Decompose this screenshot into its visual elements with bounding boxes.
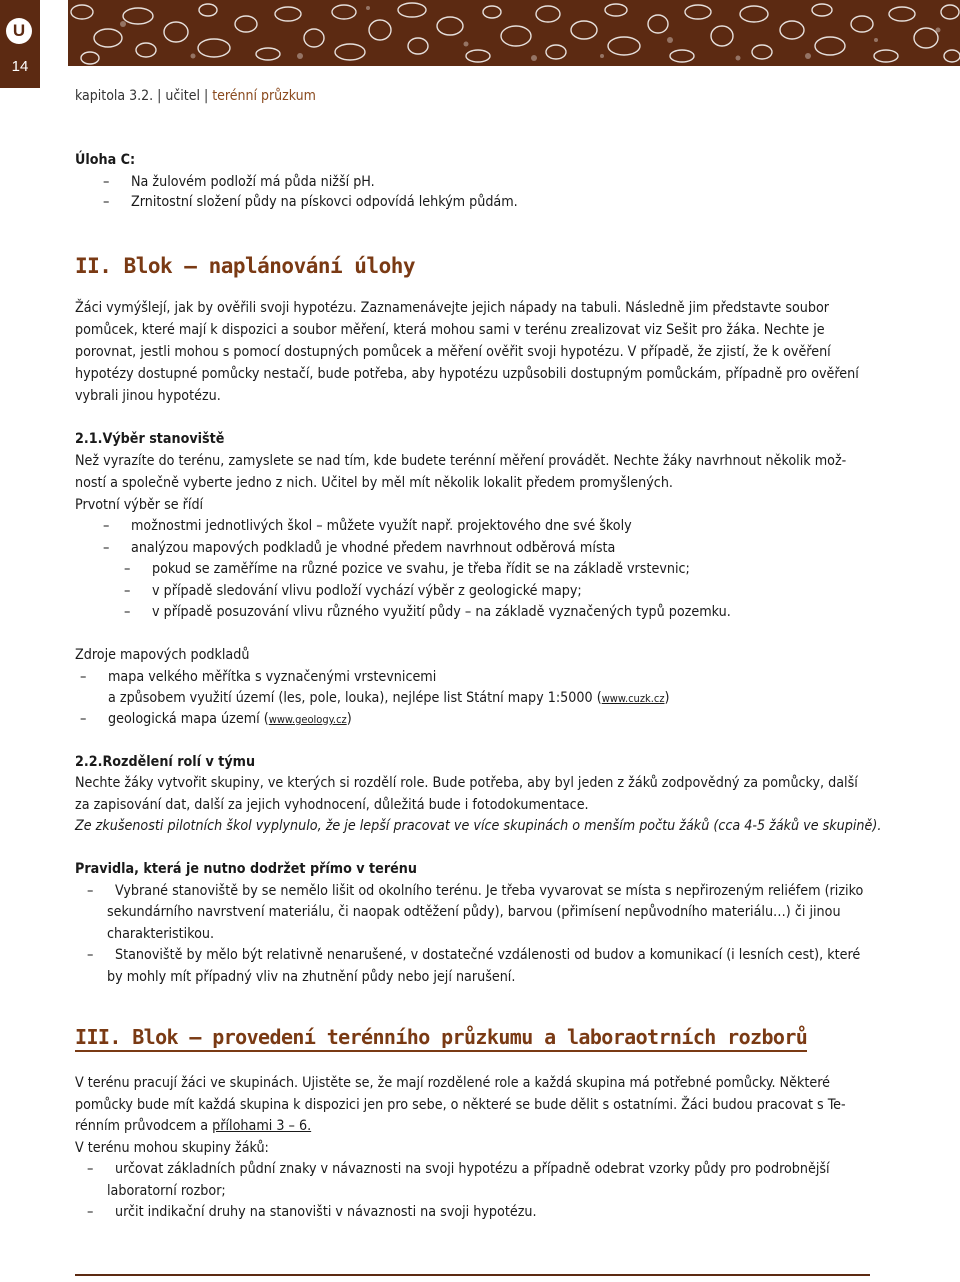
rule-item-cont: charakteristikou. [107,926,215,942]
section-2-1-heading: 2.1.Výběr stanoviště [75,431,225,447]
map-sources-title: Zdroje mapových podkladů [75,647,250,663]
sub-criteria-item: – v případě posuzování vlivu různého využití půdy – na základě vyznačených typů pozemku. [124,601,731,623]
block-2-intro-line: pomůcek, které mají k dispozici a soubor měření, která mohou sami v terénu zrealizovat viz Sešit pro žáka. Nechte je [75,322,825,338]
map-source-item: – mapa velkého měřítka s vyznačenými vrstevnicemi [80,666,436,688]
rules-heading: Pravidla, která je nutno dodržet přímo v terénu [75,861,417,877]
group-task-item-cont: laboratorní rozbor; [107,1183,226,1199]
page-number: 14 [11,58,29,75]
map-source-item-cont [108,687,670,710]
block-3-line: V terénu pracují žáci ve skupinách. Ujistěte se, že mají rozdělené role a každá skupina má potřebné pomůcky. Některé [75,1075,830,1091]
rule-item: – Stanoviště by mělo být relativně nenarušené, v dostatečné vzdálenosti od budov a komunikací (i lesních cest), které [87,944,860,966]
geology-link[interactable]: www.geology.cz [268,713,347,726]
section-2-2-line: Nechte žáky vytvořit skupiny, ve kterých si rozdělí role. Bude potřeba, aby byl jeden z žáků zodpovědný za pomůcky, další [75,775,858,791]
block-2-heading: II. Blok – naplánování úlohy [75,254,416,278]
block-3-heading: III. Blok – provedení terénního průzkumu a laboraotrních rozborů [75,1025,807,1052]
section-2-2-note: Ze zkušenosti pilotních škol vyplynulo, že je lepší pracovat ve více skupinách o menším počtu žáků (cca 4-5 žáků ve skupině). [75,818,882,834]
block-2-intro-line: vybrali jinou hypotézu. [75,388,221,404]
block-2-intro-line: Žáci vymýšlejí, jak by ověřili svoji hypotézu. Zaznamenávejte jejich nápady na tabuli. Následně jim představte soubor [75,300,830,316]
section-2-1-line: ností a společně vyberte jedno z nich. Učitel by měl mít několik lokalit předem promyšlených. [75,475,673,491]
breadcrumb-current: terénní průzkum [212,88,316,104]
header-pattern [68,0,960,66]
breadcrumb [75,88,316,104]
pebble-pattern-icon [68,0,960,66]
sub-criteria-item: – pokud se zaměříme na různé pozice ve svahu, je třeba řídit se na základě vrstevnic; [124,558,690,580]
criteria-item: – možnostmi jednotlivých škol – můžete využít např. projektového dne své školy [103,515,632,537]
map-source-item [80,708,352,731]
map-source-text: geologická mapa území ( [108,711,269,727]
criteria-item: – analýzou mapových podkladů je vhodné předem navrhnout odběrová místa [103,537,615,559]
task-c-title: Úloha C: [75,152,136,168]
chapter-letter: U [6,18,32,44]
rule-item-cont: sekundárního navrstvení materiálu, či naopak odtěžení půdy), barvou (přimísení nepůvodního materiálu…) či jinou [107,904,841,920]
cuzk-link[interactable]: www.cuzk.cz [601,692,665,705]
paren: ) [664,690,670,706]
block-3-text: rénním průvodcem a [75,1118,213,1134]
chapter-tab [0,0,40,88]
section-2-2-heading: 2.2.Rozdělení rolí v týmu [75,754,256,770]
block-3-line [75,1115,311,1137]
rule-item-cont: by mohly mít případný vliv na zhutnění půdy nebo její narušení. [107,969,516,985]
rule-item: – Vybrané stanoviště by se nemělo lišit od okolního terénu. Je třeba vyvarovat se místa s nepřirozeným reliéfem (riziko [87,880,863,902]
section-2-2-line: za zapisování dat, další za jejich vyhodnocení, důležitá bude i fotodokumentace. [75,797,589,813]
group-task-item: – určit indikační druhy na stanovišti v návaznosti na svoji hypotézu. [87,1201,537,1223]
paren: ) [346,711,352,727]
group-task-item: – určovat základních půdní znaky v návaznosti na svoji hypotézu a případně odebrat vzorky půdy pro podrobnější [87,1158,830,1180]
groups-title: V terénu mohou skupiny žáků: [75,1140,269,1156]
block-2-intro-line: hypotézy dostupné pomůcky nestačí, bude potřeba, aby hypotézu uzpůsobili dostupným pomůckám, případně pro ověření [75,366,859,382]
section-2-1-line: Prvotní výběr se řídí [75,497,204,513]
task-c-item: – Na žulovém podloží má půda nižší pH. [103,174,375,190]
block-2-intro-line: porovnat, jestli mohou s pomocí dostupných pomůcek a měření ověřit svoji hypotézu. V případě, že zjistí, že k ověření [75,344,831,360]
block-3-line: pomůcky bude mít každá skupina k dispozici jen pro sebe, o některé se bude dělit s ostatními. Žáci budou pracovat s Te- [75,1097,846,1113]
footer-divider [75,1274,870,1276]
section-2-1-line: Než vyrazíte do terénu, zamyslete se nad tím, kde budete terénní měření provádět. Nechte žáky navrhnout několik mož- [75,453,847,469]
appendix-link[interactable]: přílohami 3 – 6. [212,1118,312,1134]
map-source-text: a způsobem využití území (les, pole, louka), nejlépe list Státní mapy 1:5000 ( [108,690,602,706]
breadcrumb-path: kapitola 3.2. | učitel | [75,88,213,104]
sub-criteria-item: – v případě sledování vlivu podloží vychází výběr z geologické mapy; [124,580,582,602]
task-c-item: – Zrnitostní složení půdy na pískovci odpovídá lehkým půdám. [103,194,518,210]
